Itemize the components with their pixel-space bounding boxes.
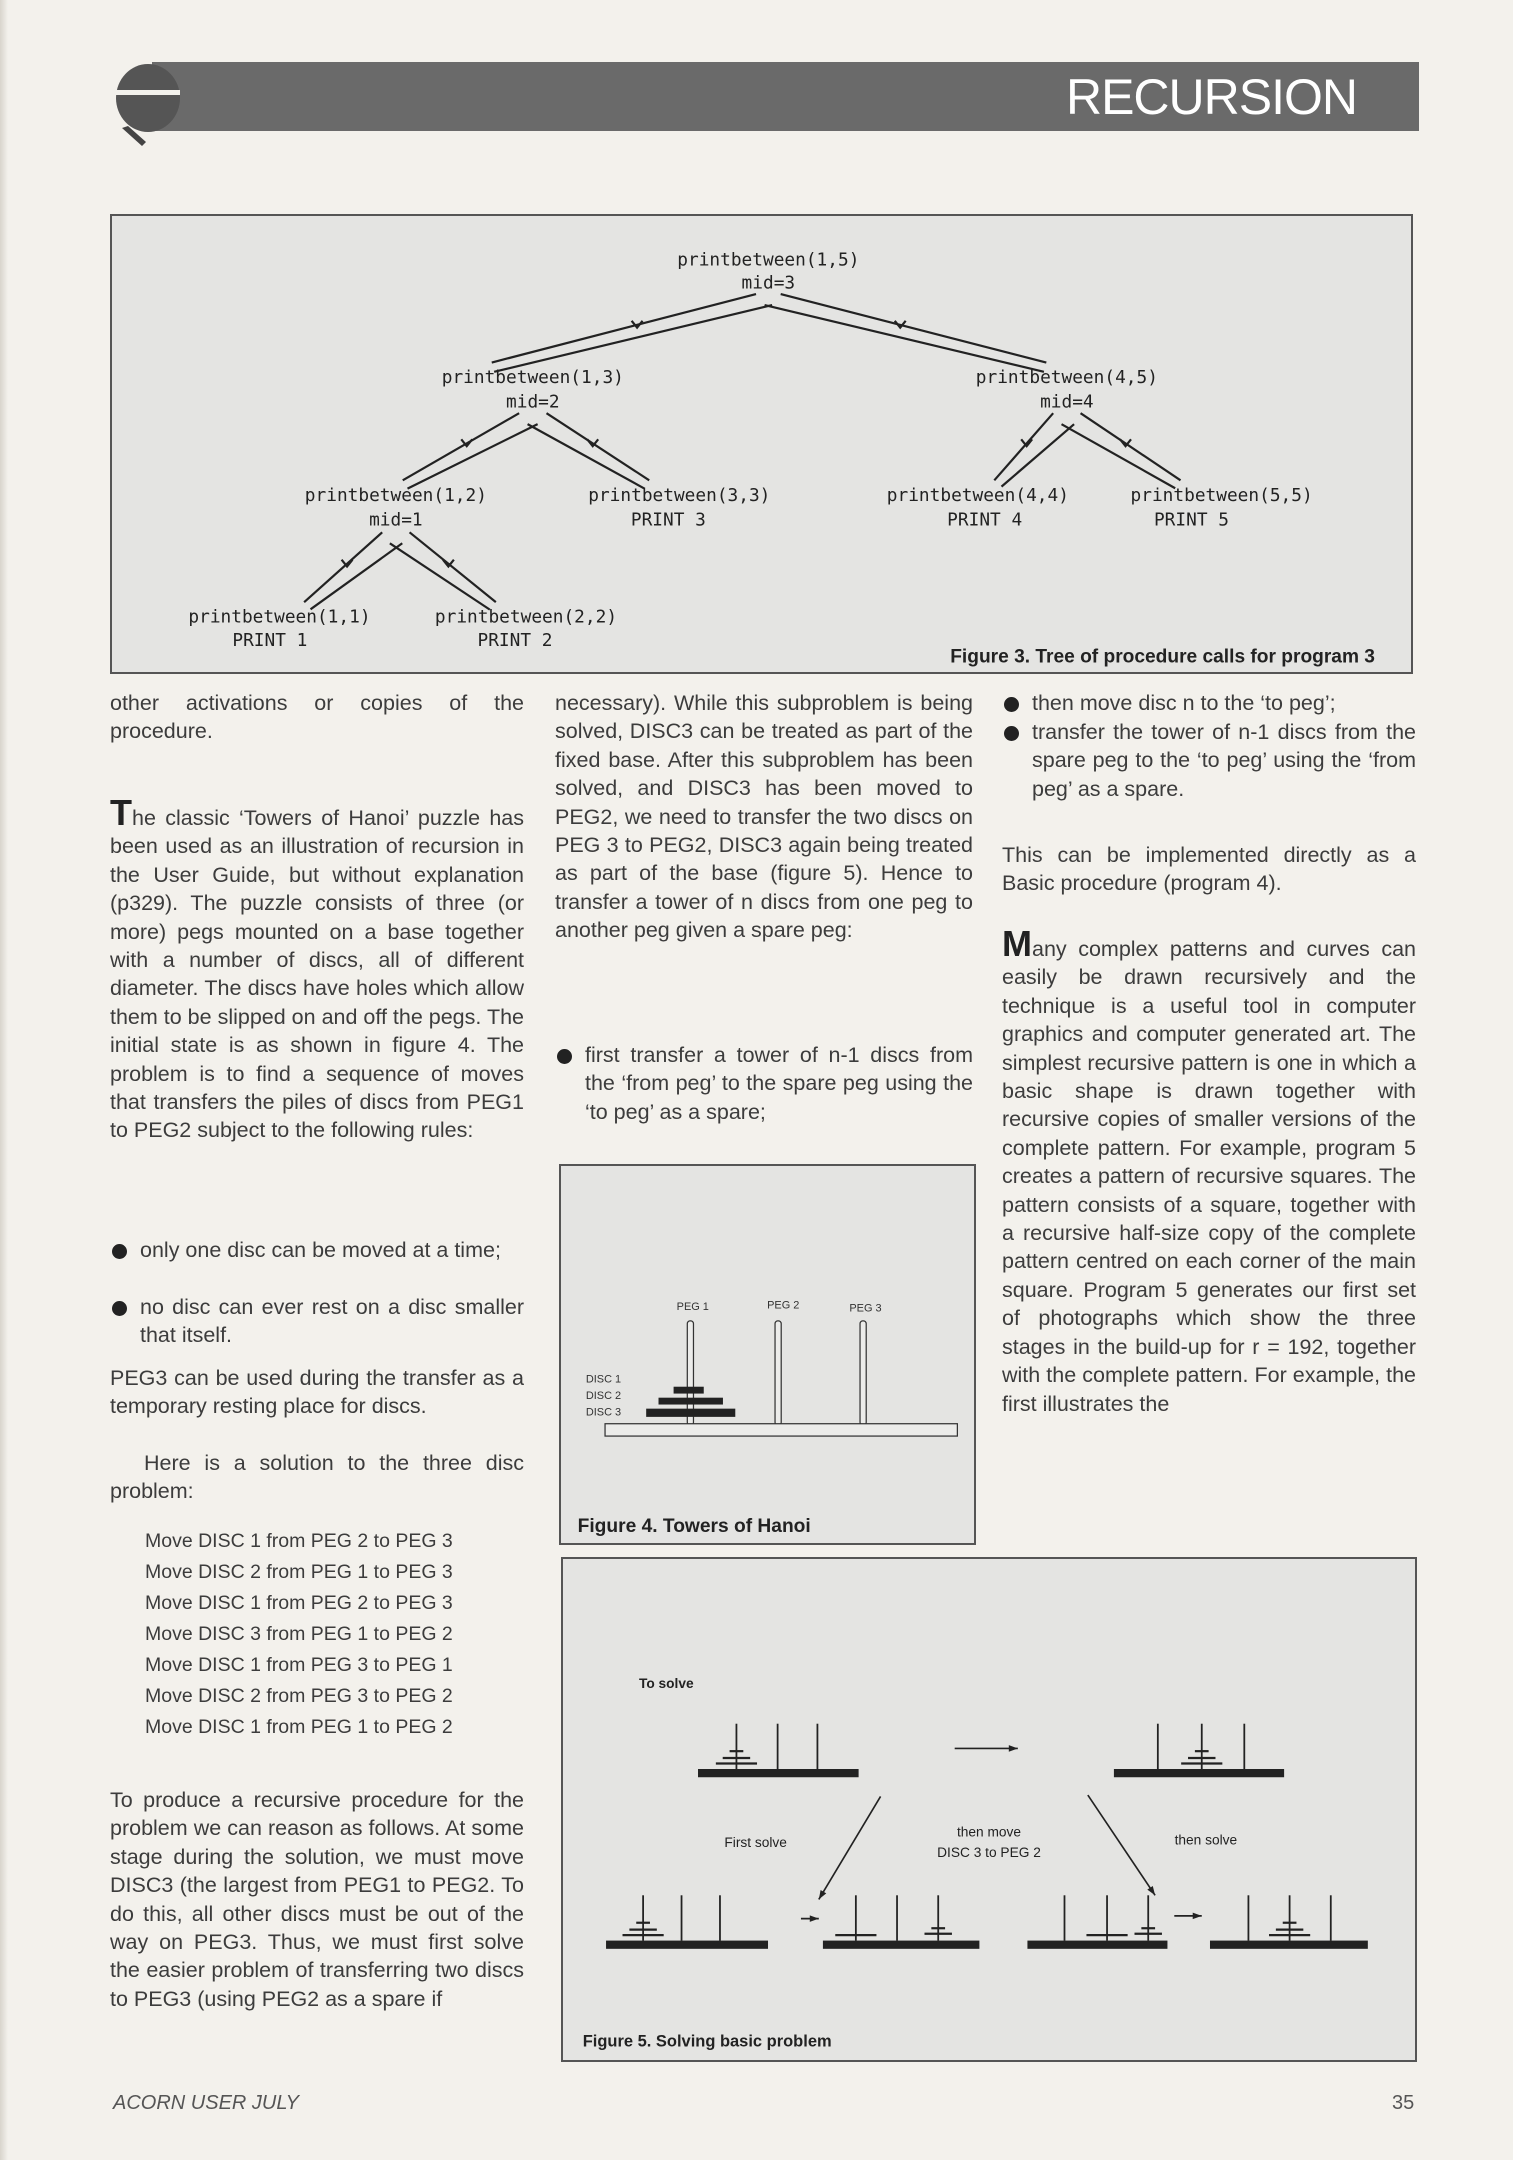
base xyxy=(1114,1769,1284,1777)
move-item: Move DISC 1 from PEG 2 to PEG 3 xyxy=(145,1530,453,1552)
figure-4-towers xyxy=(559,1164,976,1545)
tree-edge-line xyxy=(1062,424,1176,488)
bullet-item: transfer the tower of n-1 discs from the spare peg to the ‘to peg’ using the ‘from peg’ as a spare. xyxy=(1002,718,1416,803)
paragraph: necessary). While this subproblem is being solved, DISC3 can be treated as part of the fixed base. After this subproblem has been solved, and DISC3 has been moved to PEG2, we need to transfer the two discs on PEG 3 to PEG2, DISC3 again being treated as part of the base (figure 5). Hence to transfer a tower of n discs from one peg to another peg given a spare peg: xyxy=(555,691,973,943)
figure-5-solving xyxy=(561,1557,1417,2062)
figure-5-caption: Figure 5. Solving basic problem xyxy=(582,2032,832,2051)
tree-node-call: printbetween(5,5) xyxy=(1130,484,1313,506)
bullet-item: only one disc can be moved at a time; xyxy=(110,1236,524,1264)
first-solve-label: First solve xyxy=(724,1835,787,1851)
tree-edge-line xyxy=(492,294,756,362)
base xyxy=(823,1941,979,1949)
footer-publication: ACORN USER JULY xyxy=(113,2092,299,2114)
tree-node-note: PRINT 5 xyxy=(1153,509,1229,531)
base xyxy=(698,1769,859,1777)
peg xyxy=(775,1321,781,1425)
paragraph: This can be implemented directly as a Basic procedure (program 4). xyxy=(1002,843,1416,896)
base xyxy=(1027,1941,1167,1949)
paragraph: PEG3 can be used during the transfer as a temporary resting place for discs. xyxy=(110,1366,524,1419)
base xyxy=(606,1941,768,1949)
then-move-label: DISC 3 to PEG 2 xyxy=(937,1844,1041,1860)
arrow-icon xyxy=(1193,1913,1202,1920)
tree-node-note: mid=4 xyxy=(1040,391,1094,413)
arrow-line xyxy=(1088,1795,1155,1895)
column-1 xyxy=(110,689,524,2069)
tree-node-call: printbetween(1,5) xyxy=(677,249,860,271)
towers-diagram xyxy=(561,1166,974,1543)
move-item: Move DISC 1 from PEG 2 to PEG 3 xyxy=(145,1592,453,1614)
drop-cap: T xyxy=(110,792,132,833)
base xyxy=(605,1424,957,1436)
paragraph: To produce a recursive procedure for the problem we can reason as follows. At some stage during the solution, we must move DISC3 (the largest from PEG1 to PEG2. To do this, all other discs must be out of the way on PEG3. Thus, we must first solve the easier problem of transferring two discs to PEG3 (using PEG2 as a spare if xyxy=(110,1788,524,2011)
section-title: RECURSION xyxy=(1065,69,1357,125)
tree-edge-line xyxy=(528,424,644,488)
disc-1 xyxy=(674,1387,704,1394)
tree-node-call: printbetween(2,2) xyxy=(434,606,618,628)
tree-edge-line xyxy=(410,532,496,602)
tree-node-note: mid=1 xyxy=(369,509,423,531)
tree-node-call: printbetween(1,3) xyxy=(441,367,624,389)
tree-node-note: PRINT 3 xyxy=(630,509,706,531)
tree-edge-line xyxy=(311,543,403,609)
tree-edge-line xyxy=(547,413,650,480)
to-solve-label: To solve xyxy=(638,1676,694,1692)
tree-node-call: printbetween(1,1) xyxy=(188,606,371,628)
tree-node-call: printbetween(4,4) xyxy=(886,484,1069,506)
figure-3-caption: Figure 3. Tree of procedure calls for program 3 xyxy=(950,646,1375,668)
move-item: Move DISC 1 from PEG 1 to PEG 2 xyxy=(145,1716,453,1738)
move-item: Move DISC 2 from PEG 3 to PEG 2 xyxy=(145,1685,453,1707)
tree-edge-line xyxy=(408,424,538,488)
tree-node-note: mid=3 xyxy=(741,272,796,294)
tree-node-note: mid=2 xyxy=(506,391,560,413)
peg-label: PEG 2 xyxy=(767,1299,800,1312)
magazine-logo-icon xyxy=(112,58,184,150)
peg-label: PEG 3 xyxy=(849,1302,882,1315)
tree-node-call: printbetween(1,2) xyxy=(304,484,487,506)
tree-node-call: printbetween(3,3) xyxy=(588,484,771,506)
page-number: 35 xyxy=(1392,2092,1415,2114)
move-item: Move DISC 1 from PEG 3 to PEG 1 xyxy=(145,1654,453,1676)
disc-label: DISC 2 xyxy=(585,1390,622,1403)
tree-edge-line xyxy=(781,294,1047,362)
move-list xyxy=(145,1526,453,1743)
drop-cap: M xyxy=(1002,923,1032,964)
tree-edge-line xyxy=(403,413,519,480)
tree-node-note: PRINT 1 xyxy=(232,629,308,651)
tree-edge-line xyxy=(1001,424,1074,486)
paragraph: other activations or copies of the procedure. xyxy=(110,691,524,744)
tree-diagram xyxy=(112,216,1411,672)
arrow-icon xyxy=(810,1915,819,1922)
paragraph-text: any complex patterns and curves can easily be drawn recursively and the technique is a useful tool in computer graphics and computer generated art. The simplest recursive pattern is one in which a basic shape is drawn together with recursive copies of smaller versions of the complete pattern. For example, program 5 creates a pattern of recursive squares. The pattern consists of a square, together with a recursive half-size copy of the complete pattern centred on each corner of the main square. Program 5 generates our first set of photographs which show the three stages in the build-up for r = 192, together with the complete pattern. For example, the first illustrates the xyxy=(1002,937,1416,1416)
tree-edge-line xyxy=(1081,413,1181,480)
base xyxy=(1210,1941,1368,1949)
paragraph-text: he classic ‘Towers of Hanoi’ puzzle has been used as an illustration of recursion in the User Guide, but without explanation (p329). The puzzle consists of three (or more) pegs mounted on a base together with a number of discs, all of different diameter. The discs have holes which allow them to be slipped on and off the pegs. The initial state is as shown in figure 4. The problem is to find a sequence of moves that transfers the piles of discs from PEG1 to PEG2 subject to the following rules: xyxy=(110,806,524,1143)
tree-edge-line xyxy=(994,413,1053,480)
solving-diagram xyxy=(563,1559,1415,2060)
bullet-item: no disc can ever rest on a disc smaller that itself. xyxy=(110,1293,524,1350)
move-item: Move DISC 3 from PEG 1 to PEG 2 xyxy=(145,1623,453,1645)
tree-edge-line xyxy=(390,543,490,609)
bullet-item: then move disc n to the ‘to peg’; xyxy=(1002,689,1416,717)
disc-2 xyxy=(659,1398,723,1405)
bullet-item: first transfer a tower of n-1 discs from the ‘from peg’ to the spare peg using the ‘to peg’ as a spare; xyxy=(555,1041,973,1126)
tree-edge-line xyxy=(494,305,772,372)
tree-node-note: PRINT 4 xyxy=(947,509,1023,531)
column-3 xyxy=(1002,689,1416,1549)
move-item: Move DISC 2 from PEG 1 to PEG 3 xyxy=(145,1561,453,1583)
paragraph xyxy=(1002,923,1416,1418)
paragraph: Here is a solution to the three disc problem: xyxy=(110,1451,524,1504)
arrow-icon xyxy=(819,1890,826,1899)
peg-label: PEG 1 xyxy=(676,1300,709,1313)
arrow-icon xyxy=(1147,1886,1155,1895)
tree-edge-line xyxy=(765,305,1044,372)
figure-3-tree xyxy=(110,214,1413,674)
section-header-bar xyxy=(152,62,1419,131)
page-edge xyxy=(0,0,8,2160)
then-move-label: then move xyxy=(956,1824,1022,1840)
tree-node-call: printbetween(4,5) xyxy=(975,367,1158,389)
column-2 xyxy=(555,689,973,1159)
arrow-line xyxy=(819,1796,881,1899)
paragraph xyxy=(110,792,524,1145)
disc-label: DISC 3 xyxy=(585,1406,622,1419)
disc-3 xyxy=(646,1409,735,1417)
arrow-icon xyxy=(1009,1745,1018,1752)
disc-label: DISC 1 xyxy=(585,1373,622,1386)
figure-4-caption: Figure 4. Towers of Hanoi xyxy=(577,1516,811,1538)
tree-node-note: PRINT 2 xyxy=(477,629,553,651)
peg xyxy=(860,1321,866,1425)
then-solve-label: then solve xyxy=(1174,1832,1238,1848)
